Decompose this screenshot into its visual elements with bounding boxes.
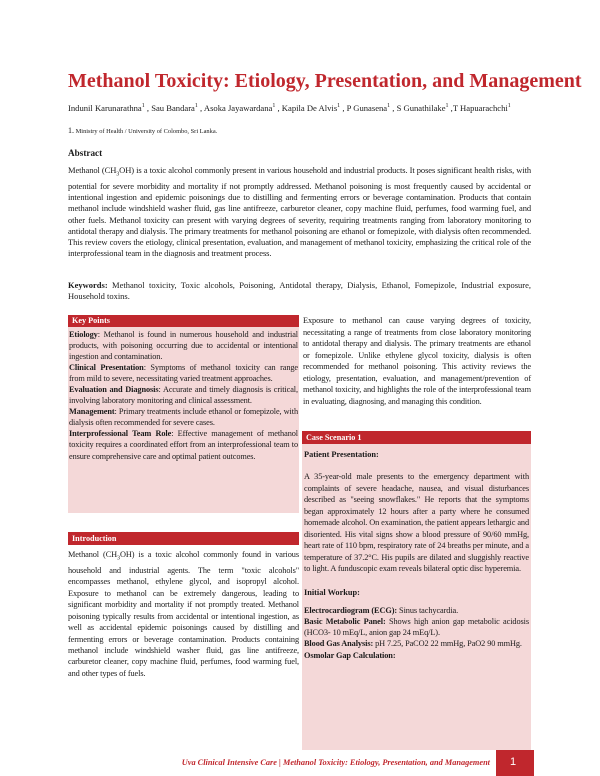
key-point-item: Clinical Presentation: Symptoms of methanol toxicity can range from mild to severe, necessitating varied treatment approaches. xyxy=(69,363,298,384)
keywords-label: Keywords: xyxy=(68,280,108,290)
key-point-item: Etiology: Methanol is found in numerous household and industrial products, with poisoning occurring due to accidental or intentional ingestion and contamination. xyxy=(69,330,298,362)
workup-item: Electrocardiogram (ECG): Sinus tachycardia. xyxy=(304,605,459,615)
workup-item: Basic Metabolic Panel: Shows high anion gap metabolic acidosis (HCO3- 10 mEq/L, anion gap 24 mEq/L). xyxy=(304,616,529,638)
key-points-heading: Key Points xyxy=(68,315,299,327)
introduction-body: Methanol $(CH_3OH)$ is a toxic alcohol commonly found in various household and industrial agents. The term "toxic alcohols" encompasses methanol, ethylene glycol, and isopropyl alcohol. Exposure to methanol can be extremely dangerous, leading to significant morbidity and mortality if not promptly treated. Methanol poisoning typically results from accidental or intentional ingestion, as well as accidental epidemic poisonings caused by distilling and fermenting errors or beverage contamination. Products containing methanol include windshield washer fluid, gas line antifreeze, carburetor cleaner, copy machine fluid, perfumes, food warming fuel, and other types of fuels. xyxy=(68,550,299,678)
affiliation xyxy=(68,126,538,135)
case-scenario-box xyxy=(302,431,531,750)
introduction-continued: Exposure to methanol can cause varying degrees of toxicity, necessitating a range of treatments from close laboratory monitoring to antidotal therapy and dialysis. The primary treatments are ethanol or fomepizole. Unlike ethylene glycol toxicity, dialysis is often recommended for methanol poisoning. This activity reviews the etiology, presentation, evaluation, and management/prevention of methanol toxicity, and highlights the role of the interprofessional team in evaluating, diagnosing, and managing this condition. xyxy=(303,316,531,406)
paper-title: Methanol Toxicity: Etiology, Presentation, and Management xyxy=(68,70,582,92)
key-points-box xyxy=(68,315,299,513)
key-points-body xyxy=(68,327,299,462)
page-number: 1 xyxy=(496,750,534,776)
patient-presentation-text: A 35-year-old male presents to the emergency department with complaints of severe headache, nausea, and visual disturbances described as "seeing snowflakes." He reports that the symptoms began approximately 12 hours after a party where he consumed homemade alcohol. On examination, the patient appears lethargic and disoriented. His vital signs show a blood pressure of 90/60 mmHg, heart rate of 110 bpm, respiratory rate of 24 breaths per minute, and a temperature of 37.2°C. His pupils are dilated and sluggishly reactive to light. A funduscopic exam reveals bilateral optic disc hyperemia. xyxy=(304,472,529,573)
key-point-item: Management: Primary treatments include ethanol or fomepizole, with dialysis often recommended for severe cases. xyxy=(69,407,298,428)
running-footer: Uva Clinical Intensive Care | Methanol Toxicity: Etiology, Presentation, and Management xyxy=(181,758,490,767)
author: S Gunathilake$^1$ , xyxy=(396,102,453,113)
abstract-heading: Abstract xyxy=(68,148,103,158)
key-point-item: Interprofessional Team Role: Effective management of methanol toxicity requires a coordinated effort from an interprofessional team to ensure comprehensive care and optimal patient outcomes. xyxy=(69,429,298,461)
introduction-heading: Introduction xyxy=(68,532,299,545)
author: Asoka Jayawardana$^1$ , xyxy=(203,102,282,113)
affiliation-number: 1. xyxy=(68,126,74,135)
keywords xyxy=(68,280,531,302)
abstract-body: Methanol $(CH_3OH)$ is a toxic alcohol commonly present in various household and industrial products. It poses significant health risks, with potential for severe morbidity and mortality if not promptly addressed. Methanol poisoning is most frequently caused by accidental or intentional ingestion and epidemic poisonings due to distilling and fermenting errors or beverage contamination. Products that contain methanol include windshield washer fluid, gas line antifreeze, carburetor cleaner, copy machine fluid, perfumes, food warming fuel, and other fuels. Methanol toxicity can present with varying degrees of severity, requiring treatments ranging from laboratory monitoring to antidotal therapy and dialysis. The primary treatments for methanol poisoning are ethanol or fomepizole, with dialysis often recommended. This review covers the etiology, clinical presentation, evaluation, and management of methanol toxicity, emphasizing the critical role of the interprofessional team in the diagnosis and treatment process. xyxy=(68,165,531,259)
workup-item: Osmolar Gap Calculation: xyxy=(304,650,396,660)
case-scenario-heading: Case Scenario 1 xyxy=(302,431,531,444)
patient-presentation-heading: Patient Presentation: xyxy=(304,450,379,459)
key-point-item: Evaluation and Diagnosis: Accurate and timely diagnosis is critical, involving laboratory monitoring and clinical assessment. xyxy=(69,385,298,406)
workup-item: Blood Gas Analysis: pH 7.25, PaCO2 22 mmHg, PaO2 90 mmHg. xyxy=(304,639,522,649)
author: T Hapuarachchi$^1$ xyxy=(452,102,511,113)
initial-workup-heading: Initial Workup: xyxy=(304,587,360,597)
initial-workup-list xyxy=(302,598,531,661)
keywords-text: Methanol toxicity, Toxic alcohols, Poisoning, Antidotal therapy, Dialysis, Ethanol, Fomepizole, Industrial exposure, Household toxins. xyxy=(68,280,531,302)
author: Indunil Karunarathna$^1$ , xyxy=(68,102,152,113)
author: Sau Bandara$^1$ , xyxy=(151,102,204,113)
author: P Gunasena$^1$ , xyxy=(346,102,397,113)
affiliation-text: Ministry of Health / University of Colombo, Sri Lanka. xyxy=(75,128,218,135)
author: Kapila De Alvis$^1$ , xyxy=(281,102,347,113)
author-list xyxy=(68,101,538,114)
